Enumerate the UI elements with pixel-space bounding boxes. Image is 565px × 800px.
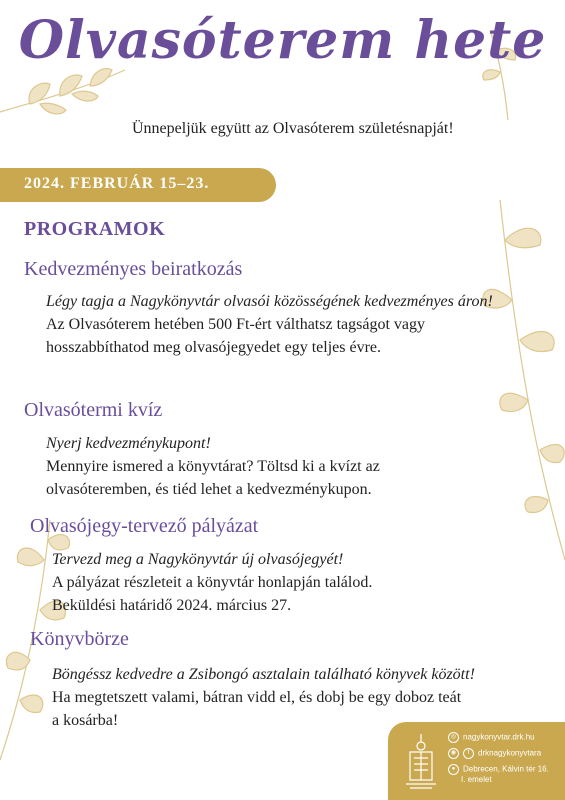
section-tagline: Nyerj kedvezménykupont!	[46, 435, 211, 452]
section-tagline: Légy tagja a Nagykönyvtár olvasói közösségének kedvezményes áron!	[46, 293, 493, 310]
event-date: 2024. FEBRUÁR 15–23.	[24, 175, 210, 192]
section-text: A pályázat részleteit a könyvtár honlapján találod.	[52, 574, 373, 591]
page-title: Olvasóterem hete	[18, 10, 547, 71]
section-tagline: Tervezd meg a Nagykönyvtár új olvasójegyét!	[52, 551, 344, 568]
instagram-icon: ◉	[448, 748, 459, 759]
section-title-card-design: Olvasójegy-tervező pályázat	[30, 515, 259, 537]
section-text: Az Olvasóterem hetében 500 Ft-ért válthatsz tagságot vagy hosszabbíthatod meg olvasójegyedet egy teljes évre.	[46, 316, 425, 356]
section-title-book-fair: Könyvbörze	[30, 628, 129, 650]
page-subtitle: Ünnepeljük együtt az Olvasóterem születésnapját!	[132, 120, 454, 137]
section-title-quiz: Olvasótermi kvíz	[24, 399, 163, 421]
section-text: Mennyire ismered a könyvtárat? Töltsd ki a kvízt az olvasóteremben, és tiéd lehet a kedvezménykupon.	[46, 458, 380, 498]
footer-website[interactable]: ◎ nagykonyvtar.drk.hu	[448, 732, 535, 743]
footer-social[interactable]: ◉ f drknagykonyvtara	[448, 748, 541, 759]
section-deadline: Beküldési határidő 2024. március 27.	[52, 597, 292, 614]
section-body-enrollment	[46, 290, 516, 359]
programs-heading: PROGRAMOK	[24, 218, 166, 240]
date-banner	[0, 168, 276, 202]
globe-icon: ◎	[448, 732, 459, 743]
section-tagline: Böngéssz kedvedre a Zsibongó asztalain található könyvek között!	[52, 666, 475, 683]
section-text: Ha megtetszett valami, bátran vidd el, és dobj be egy doboz teát a kosárba!	[52, 689, 462, 729]
section-body-quiz	[46, 432, 466, 501]
library-logo-icon	[404, 732, 438, 790]
location-pin-icon: ●	[448, 764, 459, 775]
footer-address-floor: I. emelet	[461, 775, 492, 784]
section-body-card-design	[52, 548, 512, 617]
contact-footer	[388, 722, 565, 800]
facebook-icon: f	[463, 748, 474, 759]
section-title-enrollment: Kedvezményes beiratkozás	[24, 258, 243, 280]
footer-address: ● Debrecen, Kálvin tér 16.	[448, 764, 549, 775]
